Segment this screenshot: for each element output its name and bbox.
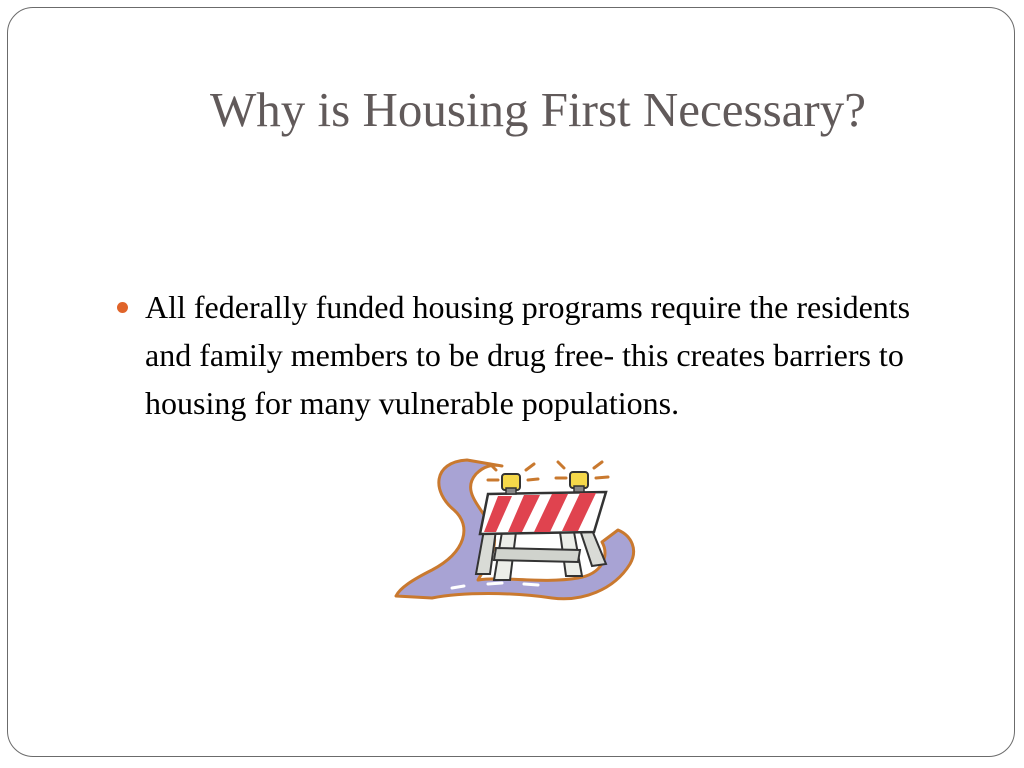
bullet-text: All federally funded housing programs require the residents and family members to be drug free- this creates barriers to housing for many vulnerable populations. xyxy=(145,289,911,421)
bullet-dot-icon xyxy=(117,302,128,313)
road-barricade-icon xyxy=(392,452,642,604)
slide-title: Why is Housing First Necessary? xyxy=(210,82,866,137)
